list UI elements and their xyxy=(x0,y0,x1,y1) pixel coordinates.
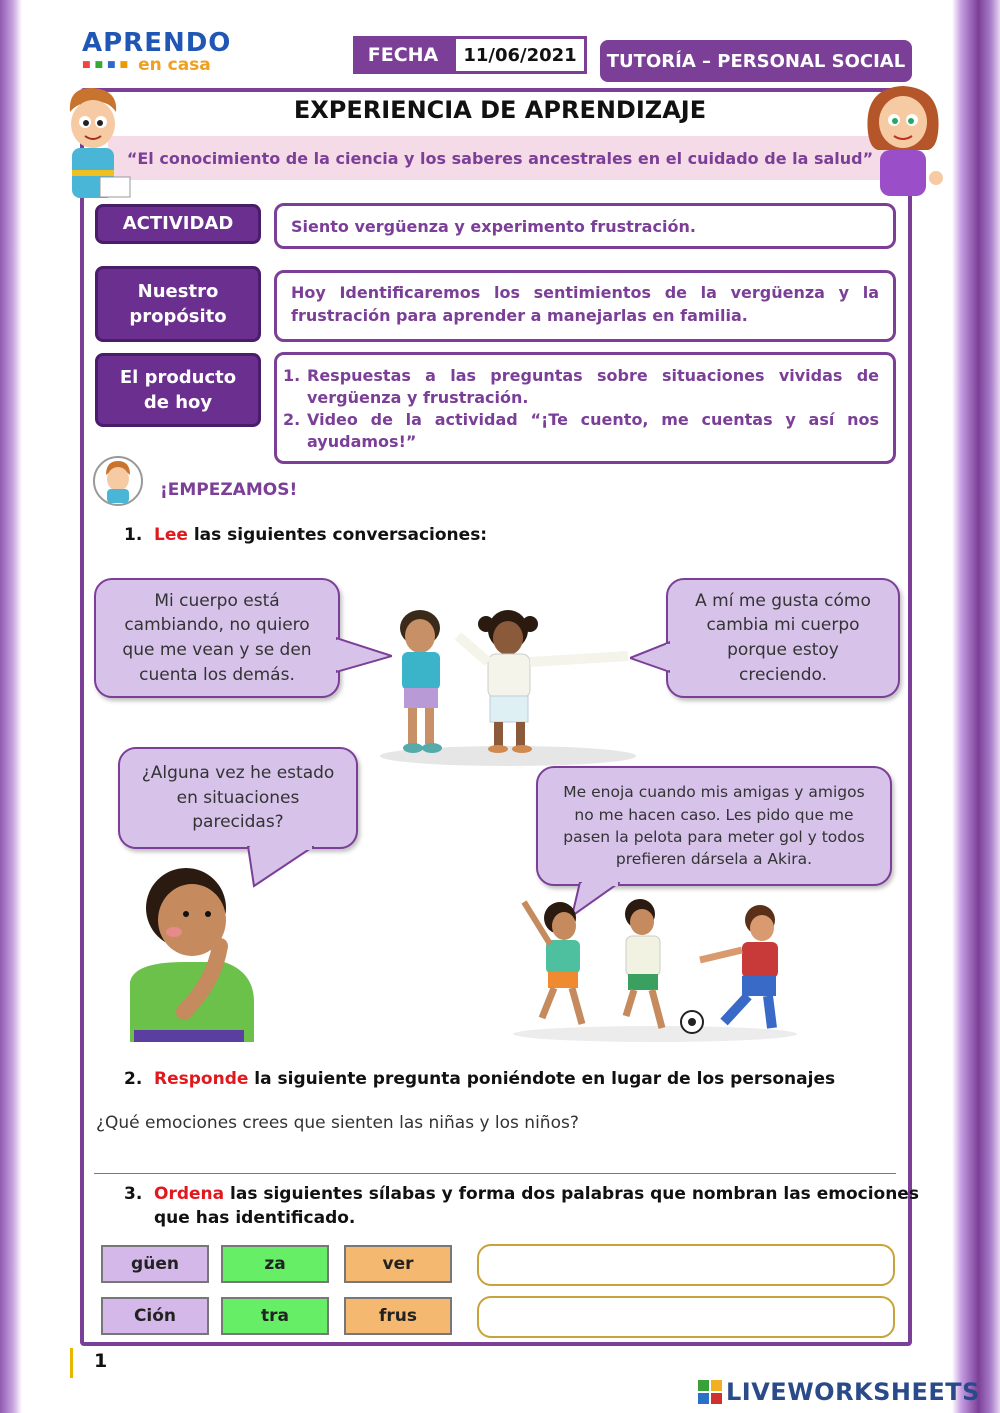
question-3-verb: Ordena xyxy=(154,1184,225,1204)
question-3 xyxy=(124,1182,919,1230)
question-2-verb: Responde xyxy=(154,1069,249,1089)
liveworksheets-text: LIVEWORKSHEETS xyxy=(726,1378,980,1406)
question-3-text: las siguientes sílabas y forma dos palabras que nombran las emociones xyxy=(224,1184,919,1204)
purpose-text: Hoy Identificaremos los sentimientos de la vergüenza y la frustración para aprender a manejarlas en familia. xyxy=(274,270,896,342)
product-label-line2: de hoy xyxy=(143,392,213,413)
activity-label: ACTIVIDAD xyxy=(95,204,261,244)
product-item-num: 2. xyxy=(283,410,301,429)
syllable-tile[interactable]: tra xyxy=(221,1297,329,1335)
syllable-tile[interactable]: frus xyxy=(344,1297,452,1335)
boy-avatar-icon xyxy=(92,455,144,507)
purpose-label-line1: Nuestro xyxy=(137,280,219,302)
answer-input-word-2[interactable] xyxy=(477,1296,895,1338)
boy-character-illustration xyxy=(48,82,138,212)
speech-bubble-shy-girl: Mi cuerpo está cambiando, no quiero que me vean y se den cuenta los demás. xyxy=(94,578,340,698)
page-number: 1 xyxy=(94,1350,108,1372)
question-3-num: 3. xyxy=(124,1184,143,1204)
product-item-text: Video de la actividad “¡Te cuento, me cuentas y así nos ayudamos!” xyxy=(307,410,879,451)
purpose-label xyxy=(95,266,261,342)
syllable-tile[interactable]: za xyxy=(221,1245,329,1283)
product-item xyxy=(283,365,879,409)
purpose-label-line2: propósito xyxy=(129,306,227,327)
liveworksheets-logo-icon xyxy=(698,1380,722,1404)
page-number-bar xyxy=(70,1348,73,1378)
question-2-text: la siguiente pregunta poniéndote en lugar de los personajes xyxy=(248,1069,836,1089)
subtitle-banner: “El conocimiento de la ciencia y los saberes ancestrales en el cuidado de la salud” xyxy=(108,136,892,180)
aprendo-logo: APRENDO ■ ■ ■ ■ en casa xyxy=(82,28,232,75)
answer-input-word-1[interactable] xyxy=(477,1244,895,1286)
product-item-text: Respuestas a las preguntas sobre situaciones vividas de vergüenza y frustración. xyxy=(307,366,879,407)
question-2-num: 2. xyxy=(124,1069,143,1089)
product-list xyxy=(274,352,896,464)
liveworksheets-brand xyxy=(698,1378,980,1406)
product-item-num: 1. xyxy=(283,366,301,385)
girl-character-illustration xyxy=(858,78,948,208)
subject-badge: TUTORÍA – PERSONAL SOCIAL xyxy=(600,40,912,82)
thinking-boy-illustration xyxy=(124,862,264,1042)
right-stripe xyxy=(952,0,1000,1413)
start-heading: ¡EMPEZAMOS! xyxy=(160,480,298,500)
question-1-verb: Lee xyxy=(154,525,188,545)
question-3-text-cont: que has identificado. xyxy=(154,1208,356,1228)
date-label: FECHA xyxy=(353,36,453,74)
syllable-tile[interactable]: güen xyxy=(101,1245,209,1283)
question-2 xyxy=(124,1069,835,1089)
children-playing-football-illustration xyxy=(510,888,800,1043)
page-title: EXPERIENCIA DE APRENDIZAJE xyxy=(293,96,707,124)
product-label-line1: El producto xyxy=(119,366,237,388)
speech-bubble-football-girl: Me enoja cuando mis amigas y amigos no me hacen caso. Les pido que me pasen la pelota para meter gol y todos prefieren dársela a Akira. xyxy=(536,766,892,886)
question-1-num: 1. xyxy=(124,525,143,545)
activity-text: Siento vergüenza y experimento frustración. xyxy=(274,203,896,249)
two-girls-illustration xyxy=(378,606,638,766)
question-1 xyxy=(124,525,487,545)
product-item xyxy=(283,409,879,453)
left-stripe xyxy=(0,0,22,1413)
date-value: 11/06/2021 xyxy=(453,36,587,74)
speech-bubble-thinking-boy: ¿Alguna vez he estado en situaciones parecidas? xyxy=(118,747,358,849)
speech-bubble-happy-girl: A mí me gusta cómo cambia mi cuerpo porque estoy creciendo. xyxy=(666,578,900,698)
question-1-text: las siguientes conversaciones: xyxy=(187,525,488,545)
product-label xyxy=(95,353,261,427)
syllable-tile[interactable]: ver xyxy=(344,1245,452,1283)
question-2-prompt: ¿Qué emociones crees que sienten las niñas y los niños? xyxy=(96,1113,579,1133)
syllable-tile[interactable]: Ción xyxy=(101,1297,209,1335)
answer-line[interactable] xyxy=(94,1152,896,1174)
